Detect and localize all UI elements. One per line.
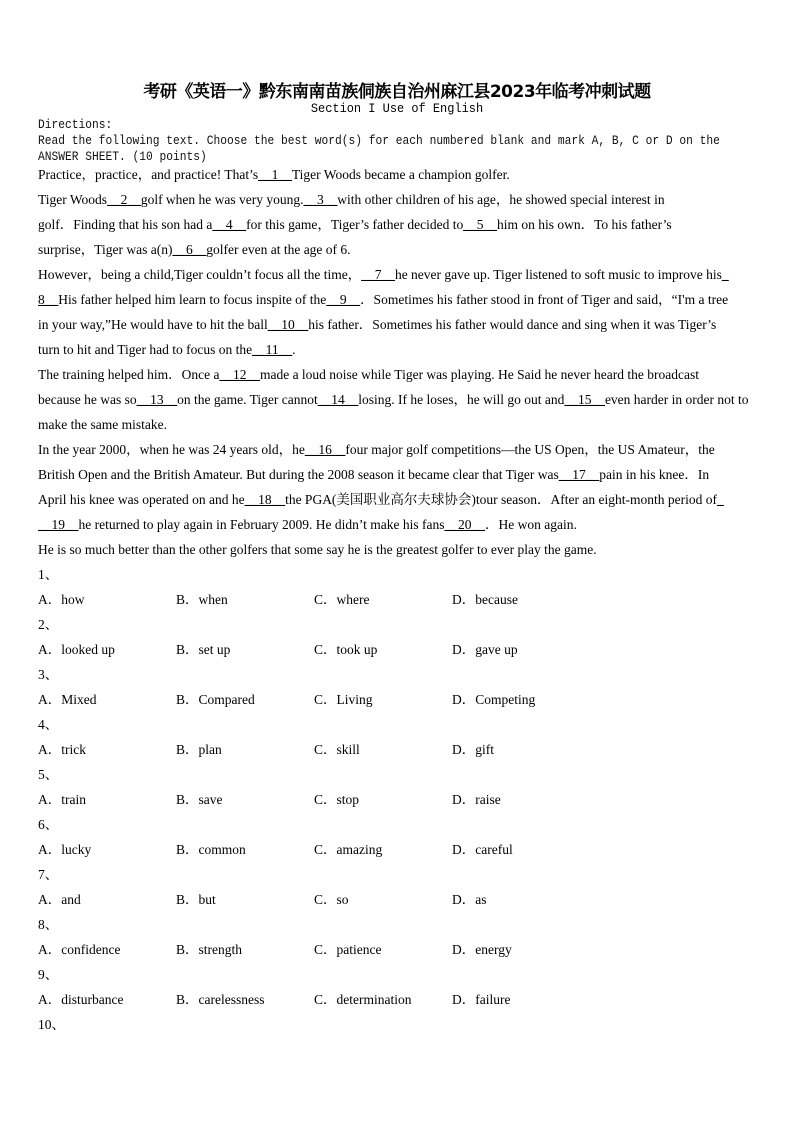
blank: __20__ — [444, 517, 486, 532]
passage-line — [38, 187, 758, 212]
option-c: C．amazing — [314, 842, 383, 857]
passage-text: he never gave up. Tiger listened to soft music to improve his — [394, 267, 722, 282]
option-b: B．but — [176, 892, 216, 907]
passage-line — [38, 262, 758, 287]
blank: __9__ — [326, 292, 361, 307]
passage-text: British Open and the British Amateur. But during the 2008 season it became clear that Tiger was — [38, 467, 559, 482]
blank: __11__ — [252, 342, 293, 357]
blank: 8__ — [38, 292, 59, 307]
passage-text: four major golf competitions—the US Open，the US Amateur，the — [345, 442, 715, 457]
passage-text: losing. If he loses，he will go out and — [358, 392, 565, 407]
option-d: D．energy — [452, 942, 512, 957]
passage-text: April his knee was operated on and he — [38, 492, 245, 507]
option-a: A．confidence — [38, 942, 121, 957]
option-row — [38, 837, 758, 862]
passage-text: He is so much better than the other golfers that some say he is the greatest golfer to ever play the game. — [38, 542, 597, 557]
passage-text: the PGA(美国职业高尔夫球协会)tour season．After an eight-month period of — [285, 492, 717, 507]
blank: __4__ — [212, 217, 247, 232]
option-c: C．Living — [314, 692, 373, 707]
option-b: B．plan — [176, 742, 222, 757]
document-body — [38, 162, 758, 1037]
passage-text: on the game. Tiger cannot — [177, 392, 318, 407]
option-row — [38, 987, 758, 1012]
option-d: D．gave up — [452, 642, 518, 657]
option-row — [38, 937, 758, 962]
option-d: D．gift — [452, 742, 494, 757]
option-b: B．common — [176, 842, 246, 857]
option-d: D．as — [452, 892, 487, 907]
question-number: 3、 — [38, 667, 59, 682]
passage-text: with other children of his age，he showed special interest in — [337, 192, 665, 207]
question-number: 5、 — [38, 767, 59, 782]
blank: __7__ — [361, 267, 395, 282]
blank: __3__ — [303, 192, 338, 207]
section-heading: Section I Use of English — [310, 101, 484, 116]
passage-text: for this game，Tiger’s father decided to — [246, 217, 464, 232]
option-d: D．failure — [452, 992, 511, 1007]
question-number: 1、 — [38, 567, 59, 582]
option-c: C．skill — [314, 742, 360, 757]
option-row — [38, 887, 758, 912]
option-row — [38, 687, 758, 712]
blank: __13__ — [136, 392, 178, 407]
passage-text: golfer even at the age of 6. — [206, 242, 351, 257]
passage-text: In the year 2000，when he was 24 years old，he — [38, 442, 305, 457]
passage-text: However，being a child,Tiger couldn’t focus all the time， — [38, 267, 362, 282]
option-b: B．carelessness — [176, 992, 265, 1007]
option-c: C．determination — [314, 992, 412, 1007]
option-a: A．trick — [38, 742, 86, 757]
passage-text: golf．Finding that his son had a — [38, 217, 213, 232]
option-b: B．strength — [176, 942, 242, 957]
question-number: 9、 — [38, 967, 59, 982]
passage-text: made a loud noise while Tiger was playing. He Said he never heard the broadcast — [259, 367, 699, 382]
option-a: A．Mixed — [38, 692, 97, 707]
option-a: A．how — [38, 592, 85, 607]
passage-text: because he was so — [38, 392, 137, 407]
passage-line — [38, 362, 758, 387]
page-title: 考研《英语一》黔东南南苗族侗族自治州麻江县2023年临考冲刺试题 — [143, 82, 651, 102]
passage-line — [38, 537, 758, 562]
option-a: A．lucky — [38, 842, 92, 857]
blank: _ — [717, 492, 724, 507]
passage-text: his father．Sometimes his father would dance and sing when it was Tiger’s — [308, 317, 717, 332]
option-row — [38, 737, 758, 762]
option-d: D．careful — [452, 842, 513, 857]
option-c: C．patience — [314, 942, 382, 957]
passage-text: . — [292, 342, 296, 357]
passage-text: in your way,”He would have to hit the ball — [38, 317, 268, 332]
question-number: 7、 — [38, 867, 59, 882]
blank: __19__ — [38, 517, 79, 532]
passage-text: pain in his knee．In — [599, 467, 710, 482]
blank: __17__ — [558, 467, 600, 482]
option-d: D．Competing — [452, 692, 536, 707]
blank: __1__ — [258, 167, 292, 182]
blank: _ — [721, 267, 729, 282]
passage-line — [38, 462, 758, 487]
passage-line — [38, 437, 758, 462]
option-c: C．so — [314, 892, 349, 907]
passage-line — [38, 387, 758, 412]
passage-text: golf when he was very young. — [140, 192, 304, 207]
option-a: A．train — [38, 792, 86, 807]
passage-text: make the same mistake. — [38, 417, 167, 432]
question-number: 2、 — [38, 617, 59, 632]
blank: __12__ — [219, 367, 260, 382]
passage-line — [38, 237, 758, 262]
question-number: 8、 — [38, 917, 59, 932]
blank: __16__ — [304, 442, 346, 457]
option-row — [38, 587, 758, 612]
passage-text: ．He won again. — [485, 517, 577, 532]
blank: __2__ — [107, 192, 141, 207]
option-a: A．and — [38, 892, 81, 907]
option-c: C．where — [314, 592, 370, 607]
option-a: A．looked up — [38, 642, 115, 657]
passage-line — [38, 287, 758, 312]
passage-text: turn to hit and Tiger had to focus on the — [38, 342, 253, 357]
option-c: C．took up — [314, 642, 378, 657]
blank: __10__ — [267, 317, 309, 332]
passage-text: Tiger Woods became a champion golfer. — [291, 167, 510, 182]
passage-text: surprise，Tiger was a(n) — [38, 242, 173, 257]
passage-text: him on his own．To his father’s — [496, 217, 672, 232]
option-b: B．set up — [176, 642, 231, 657]
directions-text: Read the following text. Choose the best word(s) for each numbered blank and mark A, B, C or D on the — [38, 134, 720, 148]
option-row — [38, 637, 758, 662]
directions-text-cont: ANSWER SHEET. (10 points) — [38, 150, 207, 164]
option-c: C．stop — [314, 792, 360, 807]
option-row — [38, 787, 758, 812]
blank: __18__ — [244, 492, 286, 507]
passage-text: The training helped him．Once a — [38, 367, 220, 382]
blank: __6__ — [172, 242, 207, 257]
passage-line — [38, 312, 758, 337]
question-number: 6、 — [38, 817, 59, 832]
blank: __15__ — [564, 392, 605, 407]
blank: __5__ — [463, 217, 497, 232]
passage-line — [38, 412, 758, 437]
option-b: B．when — [176, 592, 228, 607]
passage-text: ．Sometimes his father stood in front of Tiger and said，“I'm a tree — [360, 292, 729, 307]
passage-line — [38, 512, 758, 537]
option-d: D．raise — [452, 792, 501, 807]
passage-line — [38, 487, 758, 512]
passage-text: even harder in order not to — [604, 392, 749, 407]
passage-text: His father helped him learn to focus inspite of the — [58, 292, 327, 307]
option-a: A．disturbance — [38, 992, 124, 1007]
directions-label: Directions: — [38, 118, 113, 132]
passage-text: Tiger Woods — [38, 192, 108, 207]
passage-line — [38, 337, 758, 362]
passage-text: Practice，practice，and practice! That’s — [38, 167, 259, 182]
question-number: 4、 — [38, 717, 59, 732]
option-d: D．because — [452, 592, 518, 607]
passage-line — [38, 162, 758, 187]
option-b: B．save — [176, 792, 223, 807]
passage-line — [38, 212, 758, 237]
blank: __14__ — [317, 392, 359, 407]
question-number: 10、 — [38, 1017, 65, 1032]
passage-text: he returned to play again in February 2009. He didn’t make his fans — [78, 517, 445, 532]
option-b: B．Compared — [176, 692, 255, 707]
